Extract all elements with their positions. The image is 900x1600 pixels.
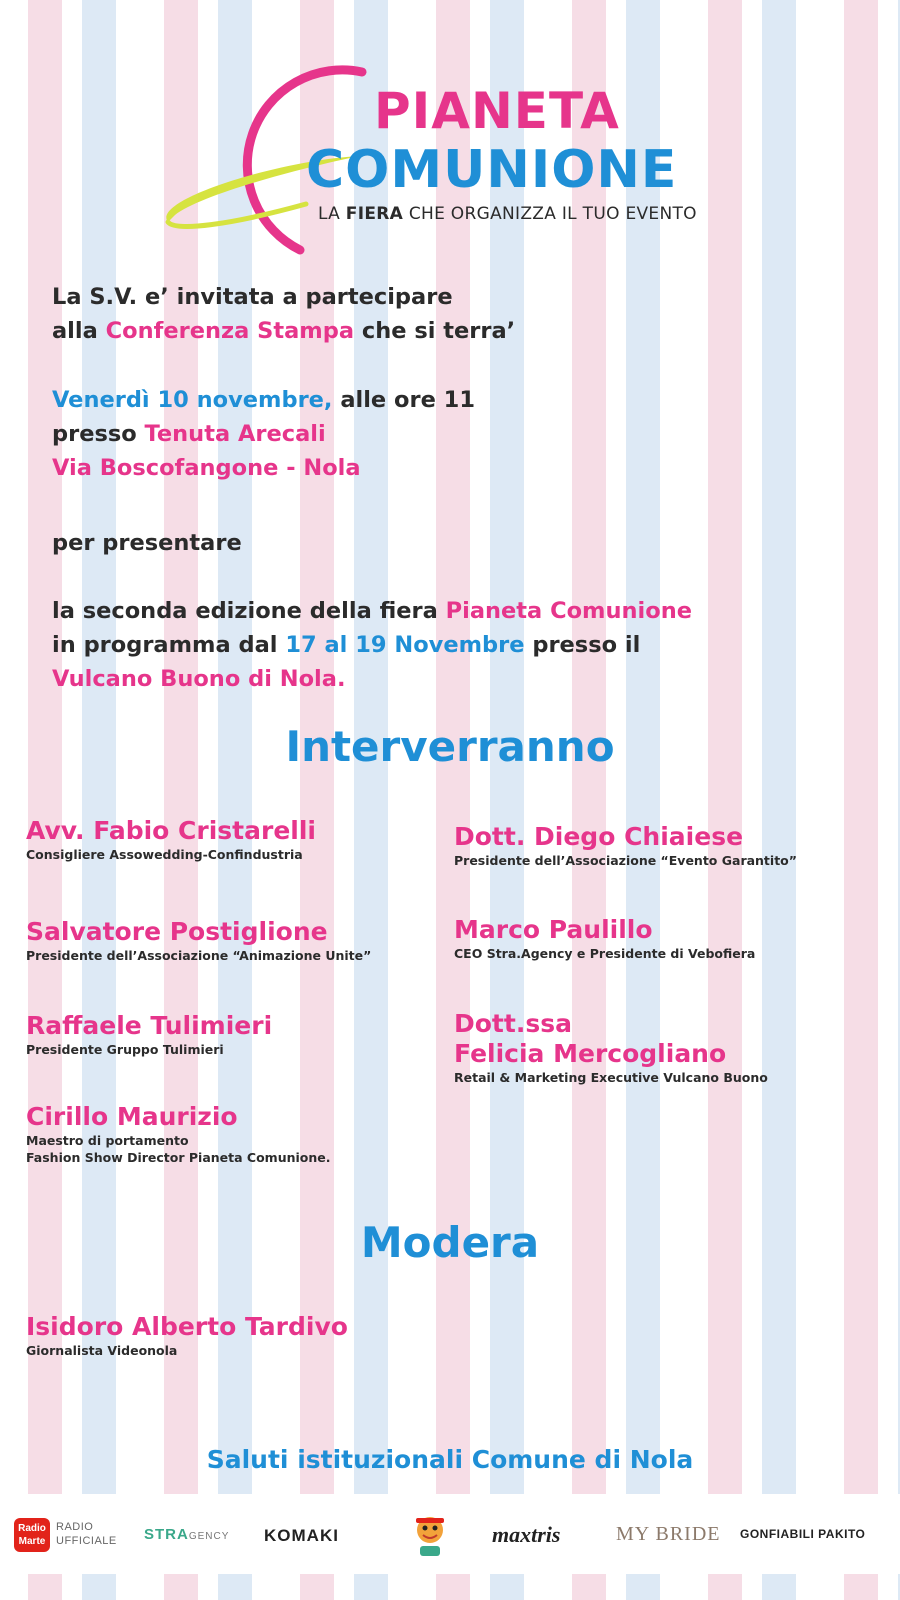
speaker-marco-paulillo [454,915,755,962]
speaker-role: Retail & Marketing Executive Vulcano Buono [454,1070,768,1085]
radio-label-line1: RADIO [56,1521,94,1533]
mascot-logo-icon [410,1512,450,1562]
edition-text [52,594,692,696]
event-date: Venerdì 10 novembre, [52,387,333,413]
event-logo [0,0,900,260]
speaker-name: Salvatore Postiglione [26,917,328,946]
speaker-name: Avv. Fabio Cristarelli [26,816,316,845]
speaker-raffaele-tulimieri [26,1011,272,1058]
tagline-bold: FIERA [345,204,404,224]
radio-logo-line2: Marte [18,1536,46,1547]
strategy-main: STRA [144,1526,189,1543]
speaker-name: Raffaele Tulimieri [26,1011,273,1040]
radio-label-line2: UFFICIALE [56,1535,117,1547]
komaki-logo: KOMAKI [264,1526,339,1545]
logo-tagline [318,204,697,224]
tagline-post: CHE ORGANIZZA IL TUO EVENTO [403,204,697,224]
speaker-salvatore-postiglione [26,917,371,964]
speaker-name: Marco Paulillo [454,915,653,944]
invite-line1: La S.V. e’ invitata a partecipare [52,284,453,310]
speaker-role: CEO Stra.Agency e Presidente di Vebofiera [454,946,756,961]
invite-line2-post: che si terra’ [354,318,516,344]
venue-name: Tenuta Arecali [144,421,326,447]
speaker-role: Fashion Show Director Pianeta Comunione. [26,1150,331,1165]
edition-line2-post: presso il [524,632,641,658]
date-line [52,383,475,417]
gonfiabili-pakito-logo: GONFIABILI PAKITO [740,1527,866,1541]
orbit-tail [168,204,306,226]
invite-line2-pre: alla [52,318,106,344]
fair-location: Vulcano Buono di Nola. [52,666,346,692]
moderator-isidoro-tardivo [26,1312,348,1359]
speaker-fabio-cristarelli [26,816,316,863]
maxtris-logo: maxtris [492,1522,561,1547]
speaker-name: Felicia Mercogliano [454,1039,727,1068]
logo-title-line2: COMUNIONE [306,140,678,200]
conference-highlight: Conferenza Stampa [105,318,355,344]
moderator-role: Giornalista Videonola [26,1343,178,1358]
radio-ufficiale-label [56,1520,117,1548]
venue-address: Via Boscofangone - Nola [52,455,361,481]
speakers-heading: Interverranno [285,722,615,771]
speaker-felicia-mercogliano [454,1009,768,1086]
invitation-text [52,280,515,348]
edition-line1 [52,594,692,628]
invite-line2 [52,314,515,348]
radio-marte-logo [14,1518,50,1552]
speaker-name: Dott.ssa [454,1009,572,1038]
radio-logo-line1: Radio [18,1523,46,1534]
strategy-logo [144,1526,229,1543]
venue-line [52,417,475,451]
purpose-text: per presentare [52,530,242,556]
strategy-small: GENCY [188,1531,230,1542]
speaker-role: Presidente Gruppo Tulimieri [26,1042,224,1057]
tagline-pre: LA [318,204,346,224]
speaker-role: Presidente dell’Associazione “Animazione Unite” [26,948,372,963]
venue-pre: presso [52,421,145,447]
edition-line1-pre: la seconda edizione della fiera [52,598,446,624]
edition-line2 [52,628,692,662]
speaker-name: Dott. Diego Chiaiese [454,822,744,851]
institutional-greetings: Saluti istituzionali Comune di Nola [206,1445,694,1474]
moderator-name: Isidoro Alberto Tardivo [26,1312,348,1341]
logo-title-line1: PIANETA [374,82,620,140]
moderator-heading: Modera [360,1218,540,1267]
speaker-name: Cirillo Maurizio [26,1102,238,1131]
fair-name: Pianeta Comunione [445,598,692,624]
speaker-role: Presidente dell’Associazione “Evento Garantito” [454,853,797,868]
speaker-role: Maestro di portamento [26,1133,189,1148]
event-time: alle ore 11 [332,387,475,413]
mybride-logo: MY BRIDE [616,1523,721,1545]
speaker-diego-chiaiese [454,822,797,869]
speaker-role: Consigliere Assowedding-Confindustria [26,847,303,862]
when-where [52,383,475,485]
sponsor-bar [0,1494,900,1574]
fair-dates: 17 al 19 Novembre [285,632,525,658]
edition-line2-pre: in programma dal [52,632,286,658]
speaker-cirillo-maurizio [26,1102,331,1166]
